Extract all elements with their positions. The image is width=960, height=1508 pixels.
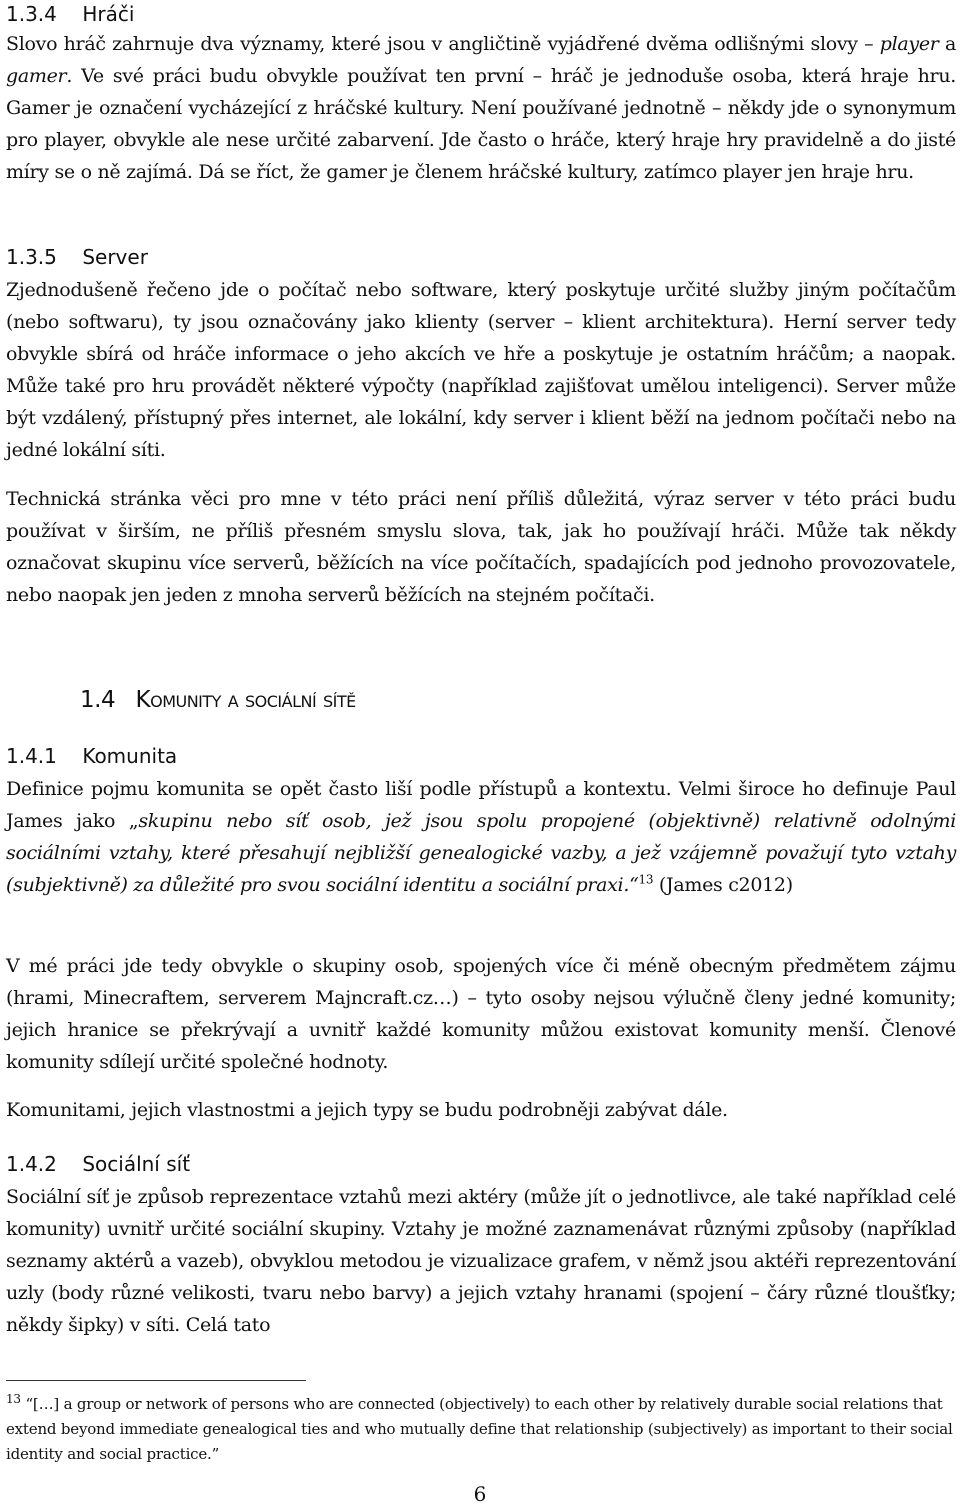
chapter-number: 1.4 bbox=[80, 687, 116, 713]
chapter-title: Komunity a sociální sítě bbox=[135, 687, 356, 713]
paragraph-komunita-definition bbox=[6, 773, 956, 901]
italic-quote: skupinu nebo síť osob, jež jsou spolu propojené (objektivně) relativně odolnými sociálními vztahy, které přesahují nejbližší genealogické vazby, a jež vzájemně považují tyto vztahy (subjektivně) za důležité pro svou sociální identitu a sociální praxi. bbox=[6, 810, 956, 896]
paragraph-komunita-usage: V mé práci jde tedy obvykle o skupiny osob, spojených více či méně obecným předmětem zájmu (hrami, Minecraftem, serverem Majncraft.cz…) – tyto osoby nejsou výlučně členy jedné komunity; jejich hranice se překrývají a uvnitř každé komunity můžou existovat komunity menší. Členové komunity sdílejí určité společné hodnoty. bbox=[6, 955, 956, 1073]
footnote-text: “[…] a group or network of persons who are connected (objectively) to each other by relatively durable social relations that extend beyond immediate genealogical ties and who mutually define that relationship (subjectively) as important to their social identity and social practice.” bbox=[6, 1395, 953, 1463]
section-number: 1.4.2 bbox=[6, 1152, 57, 1176]
footnote-number: 13 bbox=[6, 1392, 21, 1406]
section-number: 1.4.1 bbox=[6, 744, 57, 768]
page-number: 6 bbox=[473, 1482, 487, 1506]
section-number: 1.3.5 bbox=[6, 245, 57, 269]
footnote-ref[interactable]: 13 bbox=[638, 872, 654, 887]
footnote bbox=[6, 1392, 956, 1467]
section-heading-server bbox=[6, 245, 148, 269]
text-run: . Ve své práci budu obvykle používat ten první – hráč je jednoduše osoba, která hraje hru. Gamer je označení vycházející z hráčské kultury. Není používané jednotně – někdy jde o synonymum pro player, obvykle ale nese určité zabarvení. Jde často o hráče, který hraje hry pravidelně a do jisté míry se o ně zajímá. Dá se říct, že gamer je členem hráčské kultury, zatímco player jen hraje hru. bbox=[6, 65, 956, 183]
section-heading-socialni-sit bbox=[6, 1152, 190, 1176]
paragraph-hraci bbox=[6, 28, 956, 188]
section-heading-hraci bbox=[6, 2, 134, 26]
footnote-separator bbox=[6, 1380, 306, 1381]
section-title: Server bbox=[82, 245, 148, 269]
text-run: a bbox=[938, 33, 956, 55]
chapter-heading-komunity bbox=[80, 686, 356, 714]
italic-term-gamer: gamer bbox=[6, 65, 67, 87]
section-number: 1.3.4 bbox=[6, 2, 57, 26]
text-run: Definice pojmu komunita se opět často liší podle přístupů a kontextu. Velmi široce ho definuje Paul James jako „ bbox=[6, 778, 956, 832]
section-heading-komunita bbox=[6, 744, 177, 768]
section-title: Sociální síť bbox=[82, 1152, 191, 1176]
paragraph-server: Zjednodušeně řečeno jde o počítač nebo software, který poskytuje určité služby jiným počítačům (nebo softwaru), ty jsou označovány jako klienty (server – klient architektura). Herní server tedy obvykle sbírá od hráče informace o jeho akcích ve hře a poskytuje je ostatním hráčům; a naopak. Může také pro hru provádět některé výpočty (například zajišťovat umělou inteligenci). Server může být vzdálený, přístupný přes internet, ale lokální, kdy server i klient běží na jednom počítači nebo na jedné lokální síti. bbox=[6, 279, 956, 461]
paragraph-socialni-sit: Sociální síť je způsob reprezentace vztahů mezi aktéry (může jít o jednotlivce, ale také například celé komunity) uvnitř určité sociální skupiny. Vztahy je možné zaznamenávat různými způsoby (například seznamy aktérů a vazeb), obvyklou metodou je vizualizace grafem, v němž jsou aktéři reprezentování uzly (body různé velikosti, tvaru nebo barvy) a jejich vztahy hranami (spojení – čáry různé tloušťky; někdy šipky) v síti. Celá tato bbox=[6, 1186, 956, 1336]
text-run: Slovo hráč zahrnuje dva významy, které jsou v angličtině vyjádřené dvěma odlišnými slovy – bbox=[6, 33, 880, 55]
paragraph-server-technical: Technická stránka věci pro mne v této práci není příliš důležitá, výraz server v této práci budu používat v širším, ne příliš přesném smyslu slova, tak, jak ho používají hráči. Může tak někdy označovat skupinu více serverů, běžících na více počítačích, spadajících pod jednoho provozovatele, nebo naopak jen jeden z mnoha serverů běžících na stejném počítači. bbox=[6, 488, 956, 606]
section-title: Hráči bbox=[82, 2, 135, 26]
closing-quote: “ bbox=[629, 874, 639, 896]
paragraph-komunita-note: Komunitami, jejich vlastnostmi a jejich typy se budu podrobněji zabývat dále. bbox=[6, 1099, 728, 1121]
italic-term-player: player bbox=[879, 33, 939, 55]
section-title: Komunita bbox=[82, 744, 178, 768]
citation: (James c2012) bbox=[653, 874, 793, 896]
